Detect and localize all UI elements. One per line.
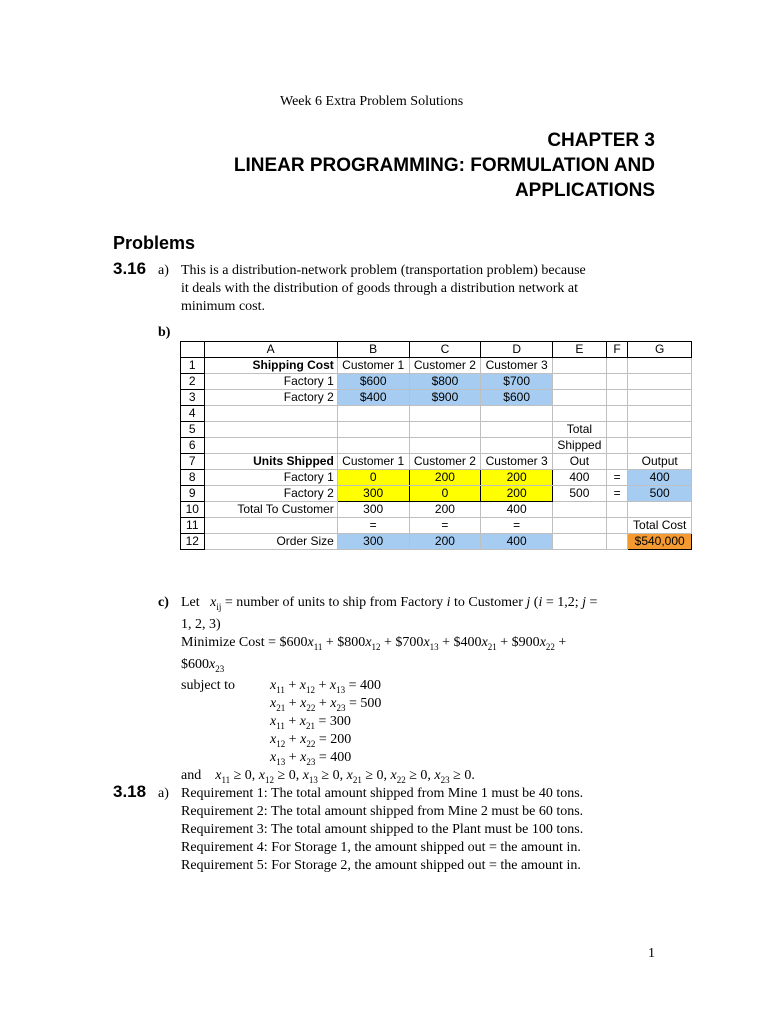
- text: = 400: [348, 678, 382, 694]
- table-cell: [553, 358, 607, 374]
- table-cell: $700: [481, 374, 553, 390]
- text: +: [558, 634, 567, 650]
- constraint-line: [181, 713, 681, 731]
- table-cell: =: [606, 486, 628, 502]
- text: = 200: [318, 732, 352, 748]
- table-cell: [628, 422, 692, 438]
- table-cell: [409, 406, 481, 422]
- text-line: This is a distribution-network problem (transportation problem) because: [181, 263, 586, 278]
- table-row: [181, 374, 692, 390]
- table-cell: 0: [409, 486, 481, 502]
- var: j: [526, 595, 531, 610]
- column-header: C: [409, 342, 481, 358]
- text: = 1,2;: [545, 595, 579, 610]
- table-row: [181, 358, 692, 374]
- table-cell: Customer 2: [409, 358, 481, 374]
- table-cell: 200: [481, 470, 553, 486]
- table-cell: 200: [409, 534, 481, 550]
- table-cell: =: [409, 518, 481, 534]
- table-row: [181, 438, 692, 454]
- total-cost-cell: $540,000: [628, 534, 692, 550]
- table-cell: [553, 502, 607, 518]
- table-row: [181, 406, 692, 422]
- table-cell: Customer 3: [481, 358, 553, 374]
- table-cell: [409, 422, 481, 438]
- table-cell: Customer 1: [337, 358, 409, 374]
- table-row: [181, 390, 692, 406]
- text: = 400: [318, 750, 352, 766]
- table-cell: [606, 454, 628, 470]
- table-cell: Output: [628, 454, 692, 470]
- constraint-line: [181, 731, 681, 749]
- table-cell: [204, 518, 337, 534]
- table-row: [181, 518, 692, 534]
- table-row: [181, 470, 692, 486]
- table-cell: [337, 422, 409, 438]
- table-cell: [553, 374, 607, 390]
- constraint-line: [181, 749, 681, 767]
- requirement-line: Requirement 2: The total amount shipped from Mine 2 must be 60 tons.: [181, 804, 584, 819]
- chapter-title-line2: APPLICATIONS: [514, 180, 655, 201]
- constraint: $x_{11} + x_{12} + x_{13} = 400$: [270, 678, 382, 696]
- part-label: a): [158, 786, 169, 801]
- column-header-row: [181, 342, 692, 358]
- text: + $400: [442, 634, 482, 650]
- table-cell: 200: [409, 502, 481, 518]
- constraint: $x_{11} + x_{21} = 300$: [270, 714, 351, 732]
- table-cell: Order Size: [204, 534, 337, 550]
- column-header: G: [628, 342, 692, 358]
- table-cell: $800: [409, 374, 481, 390]
- text: + $800: [325, 634, 366, 650]
- table-row: [181, 422, 692, 438]
- text: =: [589, 595, 598, 610]
- part-label: c): [158, 595, 169, 610]
- table-cell: [606, 358, 628, 374]
- table-cell: [553, 518, 607, 534]
- table-cell: 400: [481, 502, 553, 518]
- objective-line: $\$600x_{23}$: [181, 656, 225, 674]
- table-row: [181, 486, 692, 502]
- text: to Customer: [454, 595, 523, 610]
- table-cell: [409, 438, 481, 454]
- row-number: 7: [181, 454, 205, 470]
- text: subject to: [181, 678, 236, 694]
- text: ≥ 0,: [409, 768, 431, 784]
- requirements-list: [181, 785, 583, 875]
- table-cell: [606, 422, 628, 438]
- text: + $700: [384, 634, 424, 650]
- row-number: 4: [181, 406, 205, 422]
- table-cell: Units Shipped: [204, 454, 337, 470]
- text-line: it deals with the distribution of goods through a distribution network at: [181, 281, 579, 296]
- column-header: D: [481, 342, 553, 358]
- row-number: 12: [181, 534, 205, 550]
- text: $600: [181, 656, 209, 672]
- table-cell: [628, 502, 692, 518]
- table-row: [181, 502, 692, 518]
- requirement-line: Requirement 5: For Storage 2, the amount shipped out = the amount in.: [181, 858, 581, 873]
- page-number: 1: [648, 946, 655, 961]
- table-cell: =: [481, 518, 553, 534]
- table-cell: 500: [553, 486, 607, 502]
- table-cell: [606, 518, 628, 534]
- table-cell: [606, 502, 628, 518]
- table-cell: [481, 438, 553, 454]
- spreadsheet-table: [180, 341, 692, 550]
- text: + $900: [500, 634, 540, 650]
- column-header: F: [606, 342, 628, 358]
- text-line: minimum cost.: [181, 299, 265, 314]
- table-cell: $600: [337, 374, 409, 390]
- column-header: A: [204, 342, 337, 358]
- row-number: 8: [181, 470, 205, 486]
- part-label: b): [158, 325, 171, 340]
- text: ≥ 0,: [321, 768, 344, 784]
- table-cell: [553, 534, 607, 550]
- table-cell: [553, 390, 607, 406]
- table-cell: [481, 406, 553, 422]
- table-cell: Factory 2: [204, 390, 337, 406]
- text: ≥ 0,: [233, 768, 256, 784]
- text: Minimize Cost = $600: [181, 634, 308, 650]
- column-header: B: [337, 342, 409, 358]
- table-cell: [628, 374, 692, 390]
- constraint: $x_{12} + x_{22} = 200$: [270, 732, 352, 750]
- definition-line: 1, 2, 3): [181, 616, 221, 632]
- var: i: [446, 595, 451, 610]
- part-label: a): [158, 263, 169, 278]
- corner-cell: [181, 342, 205, 358]
- chapter-title-line1: LINEAR PROGRAMMING: FORMULATION AND: [233, 155, 655, 176]
- section-heading: Problems: [113, 233, 196, 253]
- row-number: 5: [181, 422, 205, 438]
- table-cell: [204, 422, 337, 438]
- row-number: 1: [181, 358, 205, 374]
- table-cell: 200: [481, 486, 553, 502]
- table-cell: [204, 406, 337, 422]
- table-cell: 200: [409, 470, 481, 486]
- text: (: [533, 595, 539, 610]
- row-number: 10: [181, 502, 205, 518]
- row-number: 9: [181, 486, 205, 502]
- table-row: [181, 454, 692, 470]
- row-number: 2: [181, 374, 205, 390]
- text: ≥ 0,: [277, 768, 300, 784]
- formulation-block: [181, 594, 681, 789]
- constraint: $x_{21} + x_{22} + x_{23} = 500$: [270, 696, 382, 714]
- table-cell: Total: [553, 422, 607, 438]
- requirement-line: Requirement 3: The total amount shipped to the Plant must be 100 tons.: [181, 822, 584, 837]
- problem-number: 3.18: [113, 782, 147, 801]
- text: and: [181, 768, 202, 784]
- document-header: Week 6 Extra Problem Solutions: [280, 94, 464, 109]
- row-number: 11: [181, 518, 205, 534]
- table-cell: Factory 1: [204, 470, 337, 486]
- row-number: 3: [181, 390, 205, 406]
- table-cell: [628, 358, 692, 374]
- table-cell: [204, 438, 337, 454]
- table-cell: [481, 422, 553, 438]
- text: = number of units to ship from Factory: [224, 595, 444, 610]
- requirement-line: Requirement 4: For Storage 1, the amount shipped out = the amount in.: [181, 840, 581, 855]
- table-cell: $900: [409, 390, 481, 406]
- requirement-line: Requirement 1: The total amount shipped from Mine 1 must be 40 tons.: [181, 786, 584, 801]
- table-cell: =: [337, 518, 409, 534]
- table-cell: 0: [337, 470, 409, 486]
- objective-line: Minimize Cost = $\$600x_{11}$ + $\$800x_{12}$ + $\$700x_{13}$ + $\$400x_{21}$ + $\$900x_{22}$ +: [181, 634, 567, 652]
- definition-line: Let $x_{ij}$ = number of units to ship from Factory i to Customer j (i = 1,2; j =: [181, 595, 598, 612]
- answer-text: [181, 262, 586, 316]
- table-cell: [628, 390, 692, 406]
- constraint: $x_{13} + x_{23} = 400$: [270, 750, 352, 768]
- table-cell: [606, 406, 628, 422]
- problem-number: 3.16: [113, 259, 147, 278]
- table-cell: 400: [481, 534, 553, 550]
- table-cell: [606, 534, 628, 550]
- table-cell: 300: [337, 502, 409, 518]
- row-number: 6: [181, 438, 205, 454]
- table-cell: Factory 2: [204, 486, 337, 502]
- table-cell: [553, 406, 607, 422]
- text: ≥ 0,: [365, 768, 388, 784]
- table-cell: [337, 406, 409, 422]
- nonnegativity-line: and $x_{11} \ge 0$, $x_{12} \ge 0$, $x_{13} \ge 0$, $x_{21} \ge 0$, $x_{22} \ge 0$, $x_{23} \ge 0$.: [181, 768, 475, 786]
- table-cell: $600: [481, 390, 553, 406]
- table-cell: Factory 1: [204, 374, 337, 390]
- table-cell: Shipped: [553, 438, 607, 454]
- table-cell: 500: [628, 486, 692, 502]
- table-cell: [606, 374, 628, 390]
- table-cell: [606, 438, 628, 454]
- table-cell: 400: [628, 470, 692, 486]
- table-cell: Total To Customer: [204, 502, 337, 518]
- column-header: E: [553, 342, 607, 358]
- table-cell: [606, 390, 628, 406]
- table-row: [181, 534, 692, 550]
- table-cell: Out: [553, 454, 607, 470]
- table-cell: [337, 438, 409, 454]
- chapter-label: CHAPTER 3: [547, 130, 655, 151]
- text: = 300: [318, 714, 351, 730]
- table-cell: 300: [337, 534, 409, 550]
- constraint-line: [181, 677, 681, 695]
- table-cell: 400: [553, 470, 607, 486]
- text: ≥ 0.: [453, 768, 475, 784]
- table-cell: Customer 1: [337, 454, 409, 470]
- constraint-line: [181, 695, 681, 713]
- table-cell: Customer 3: [481, 454, 553, 470]
- table-cell: Shipping Cost: [204, 358, 337, 374]
- table-cell: 300: [337, 486, 409, 502]
- table-cell: =: [606, 470, 628, 486]
- table-cell: [628, 438, 692, 454]
- text: Let: [181, 595, 200, 610]
- table-cell: Total Cost: [628, 518, 692, 534]
- text: = 500: [348, 696, 382, 712]
- table-cell: Customer 2: [409, 454, 481, 470]
- table-cell: $400: [337, 390, 409, 406]
- table-cell: [628, 406, 692, 422]
